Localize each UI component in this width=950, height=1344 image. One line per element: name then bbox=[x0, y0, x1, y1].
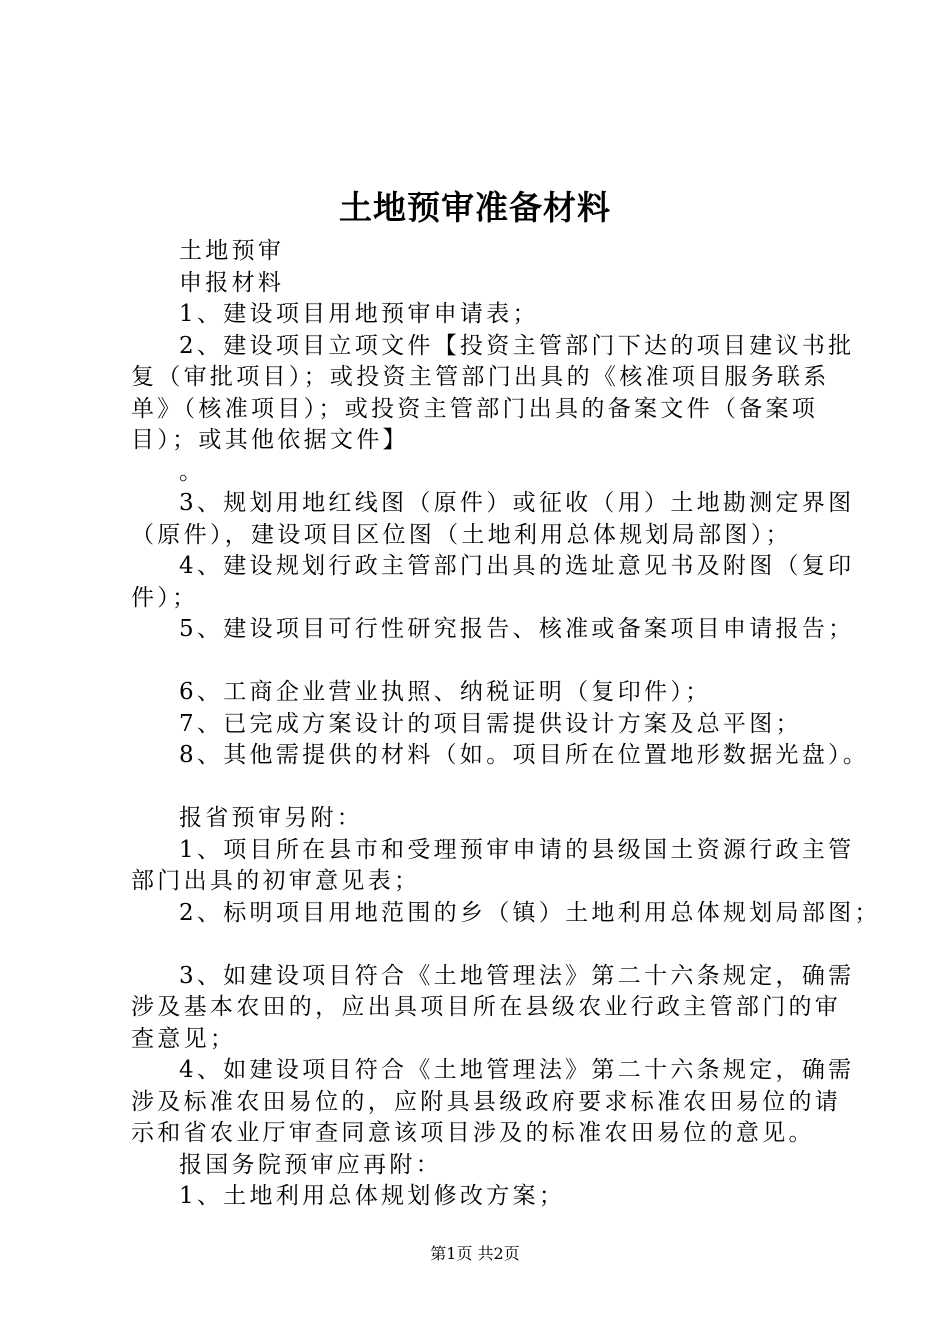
text-line: （原件），建设项目区位图（土地利用总体规划局部图）； bbox=[131, 521, 792, 548]
text-line: 2、建设项目立项文件【投资主管部门下达的项目建议书批 bbox=[179, 332, 855, 359]
text-line: 。 bbox=[179, 458, 206, 485]
text-line: 复（审批项目）；或投资主管部门出具的《核准项目服务联系 bbox=[131, 364, 830, 390]
document-body bbox=[131, 236, 881, 1213]
text-line: 8、其他需提供的材料（如。项目所在位置地形数据光盘）。 bbox=[179, 742, 870, 768]
text-line: 件）； bbox=[131, 584, 199, 611]
text-line: 单》（核准项目）；或投资主管部门出具的备案文件（备案项 bbox=[131, 395, 819, 422]
text-line: 部门出具的初审意见表； bbox=[131, 868, 421, 894]
page-footer: 第1页 共2页 bbox=[430, 1244, 520, 1263]
text-line: 目）；或其他依据文件】 bbox=[131, 427, 409, 453]
text-line: 6、工商企业营业执照、纳税证明（复印件）； bbox=[179, 679, 712, 705]
text-line: 涉及基本农田的，应出具项目所在县级农业行政主管部门的审 bbox=[131, 994, 842, 1020]
text-line: 7、已完成方案设计的项目需提供设计方案及总平图； bbox=[179, 710, 802, 737]
text-line: 2、标明项目用地范围的乡（镇）土地利用总体规划局部图； bbox=[179, 899, 881, 926]
blank-line bbox=[131, 772, 831, 804]
text-line: 3、如建设项目符合《土地管理法》第二十六条规定，确需 bbox=[179, 962, 855, 989]
text-line: 查意见； bbox=[131, 1025, 237, 1052]
document-title: 土地预审准备材料 bbox=[339, 188, 611, 227]
text-line: 示和省农业厅审查同意该项目涉及的标准农田易位的意见。 bbox=[131, 1120, 815, 1146]
text-line: 1、建设项目用地预审申请表； bbox=[179, 301, 539, 327]
blank-line bbox=[131, 929, 831, 961]
text-line: 申报材料 bbox=[179, 269, 285, 296]
text-line: 1、项目所在县市和受理预审申请的县级国土资源行政主管 bbox=[179, 836, 855, 863]
blank-line bbox=[131, 646, 831, 678]
text-line: 报省预审另附： bbox=[179, 805, 364, 831]
text-line: 5、建设项目可行性研究报告、核准或备案项目申请报告； bbox=[179, 616, 855, 642]
text-line: 土地预审 bbox=[179, 238, 285, 264]
text-line: 4、建设规划行政主管部门出具的选址意见书及附图（复印 bbox=[179, 553, 855, 579]
text-line: 涉及标准农田易位的，应附具县级政府要求标准农田易位的请 bbox=[131, 1088, 842, 1115]
text-line: 报国务院预审应再附： bbox=[179, 1151, 442, 1178]
text-line: 3、规划用地红线图（原件）或征收（用）土地勘测定界图 bbox=[179, 490, 855, 516]
text-line: 4、如建设项目符合《土地管理法》第二十六条规定，确需 bbox=[179, 1057, 855, 1083]
text-line: 1、土地利用总体规划修改方案； bbox=[179, 1183, 566, 1209]
